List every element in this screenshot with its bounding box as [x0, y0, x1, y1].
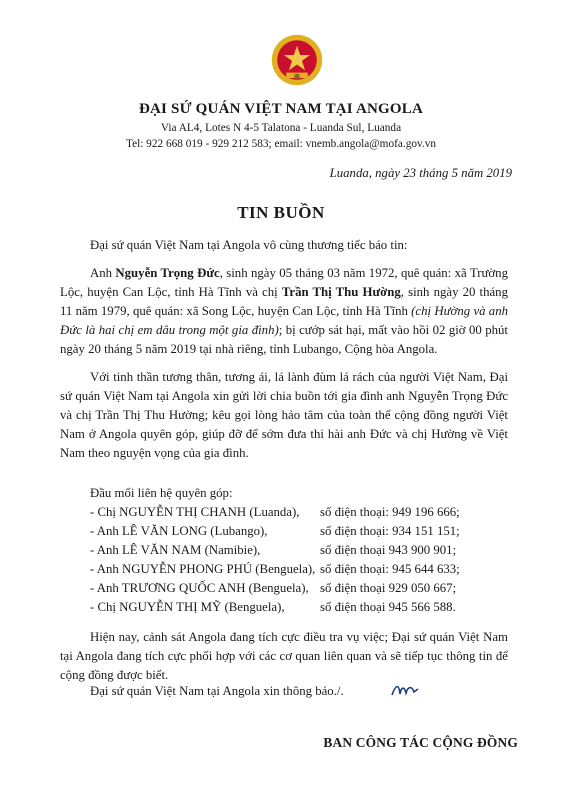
contact-name: - Chị NGUYỄN THỊ MỸ (Benguela),	[90, 600, 285, 614]
contact-list	[60, 505, 520, 685]
text-span: , sinh ngày 20 tháng 11 năm 1979, quê quán: xã Song Lộc, huyện Can Lộc, tỉnh Hà Tĩnh	[60, 285, 508, 318]
contact-phone: số điện thoại: 934 151 151;	[320, 524, 460, 538]
contact-row	[90, 600, 520, 619]
text-span: , sinh ngày 05 tháng 03 năm 1972, quê quán: xã Trường Lộc, huyện Can Lộc, tỉnh Hà Tĩnh và chị	[60, 266, 508, 299]
contact-row	[90, 505, 520, 524]
intro-paragraph: Đại sứ quán Việt Nam tại Angola vô cùng thương tiếc báo tin:	[90, 238, 408, 252]
deceased-name-1: Nguyễn Trọng Đức	[115, 266, 220, 280]
closing-line: Đại sứ quán Việt Nam tại Angola xin thông báo./.	[90, 684, 344, 698]
contact-name: - Chị NGUYỄN THỊ CHANH (Luanda),	[90, 505, 300, 519]
contact-phone: số điện thoại 943 900 901;	[320, 543, 457, 557]
signoff: BAN CÔNG TÁC CỘNG ĐỒNG	[323, 735, 518, 750]
contact-phone: số điện thoại: 945 644 633;	[320, 562, 460, 576]
document-title: TIN BUỒN	[237, 203, 325, 222]
text-span: Anh	[90, 266, 116, 280]
signature-mark	[390, 680, 420, 700]
contact-row	[90, 581, 520, 600]
contact-phone: số điện thoại: 949 196 666;	[320, 505, 460, 519]
relationship-note: (chị Hường và anh Đức là hai chị em dâu trong một gia đình)	[60, 304, 508, 337]
contact-row	[90, 543, 520, 562]
announcement-paragraph	[60, 264, 508, 359]
document-body	[60, 236, 508, 463]
investigation-paragraph: Hiện nay, cảnh sát Angola đang tích cực điều tra vụ việc; Đại sứ quán Việt Nam tại Angola đang tích cực phối hợp với các cơ quan liên quan và sẽ tiếp tục thông tin để cộng đồng được biết.	[60, 630, 508, 682]
deceased-name-2: Trần Thị Thu Hường	[281, 285, 401, 299]
contact-name: - Anh TRƯƠNG QUỐC ANH (Benguela),	[90, 581, 309, 595]
contact-name: - Anh LÊ VĂN NAM (Namibie),	[90, 543, 261, 557]
contact-phone: số điện thoại 929 050 667;	[320, 581, 457, 595]
national-emblem-icon	[270, 33, 324, 87]
contact-row	[90, 562, 520, 581]
embassy-contact: Tel: 922 668 019 - 929 212 583; email: vnemb.angola@mofa.gov.vn	[125, 138, 437, 150]
contacts-label: Đầu mối liên hệ quyên góp:	[90, 486, 233, 500]
text-span: ; bị cướp sát hại, mất vào hồi 02 giờ 00 phút ngày 20 tháng 5 năm 2019 tại nhà riêng, tỉnh Lubango, Cộng hòa Angola.	[60, 323, 508, 356]
contact-name: - Anh LÊ VĂN LONG (Lubango),	[90, 524, 268, 538]
contact-name: - Anh NGUYỄN PHONG PHÚ (Benguela),	[90, 562, 316, 576]
date-line: Luanda, ngày 23 tháng 5 năm 2019	[329, 166, 512, 180]
condolence-paragraph: Với tinh thần tương thân, tương ái, lá lành đùm lá rách của người Việt Nam, Đại sứ quán Việt Nam tại Angola xin gửi lời chia buồn tới gia đình anh Nguyễn Trọng Đức và chị Trần Thị Thu Hường; kêu gọi lòng hảo tâm của toàn thể cộng đồng người Việt Nam ở Angola quyên góp, giúp đỡ để sớm đưa thi hài anh Đức và chị Hường về Việt Nam theo nguyện vọng của gia đình.	[60, 370, 508, 460]
embassy-address: Via AL4, Lotes N 4-5 Talatona - Luanda Sul, Luanda	[160, 122, 402, 134]
embassy-name: ĐẠI SỨ QUÁN VIỆT NAM TẠI ANGOLA	[138, 101, 424, 117]
contact-row	[90, 524, 520, 543]
contact-phone: số điện thoại 945 566 588.	[320, 600, 456, 614]
